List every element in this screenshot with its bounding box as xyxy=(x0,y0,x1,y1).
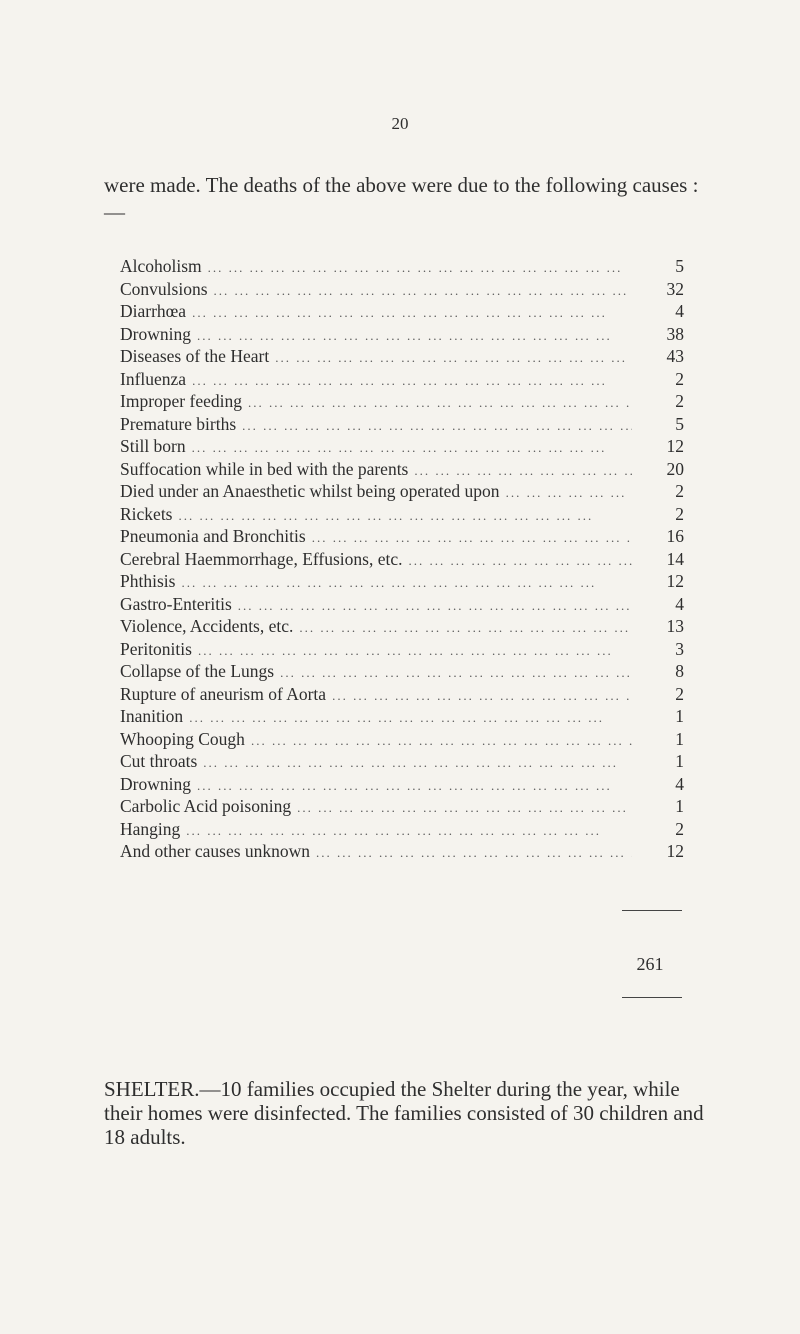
cause-row xyxy=(120,323,692,346)
cause-label: Influenza xyxy=(120,368,187,389)
dot-leader xyxy=(192,437,632,460)
cause-row xyxy=(120,255,692,278)
dot-leader xyxy=(197,325,632,348)
dot-leader xyxy=(198,640,632,663)
dot-leader xyxy=(332,685,632,708)
cause-row xyxy=(120,435,692,458)
cause-label: Diarrhœa xyxy=(120,301,187,321)
cause-count: 8 xyxy=(675,661,684,681)
cause-row xyxy=(120,728,692,751)
cause-row xyxy=(120,705,692,728)
cause-count: 13 xyxy=(666,616,684,636)
cause-count: 2 xyxy=(675,503,684,524)
cause-row xyxy=(120,480,692,503)
total-deaths: 261 xyxy=(636,954,664,974)
cause-count: 1 xyxy=(675,751,684,771)
cause-label: Whooping Cough xyxy=(120,728,245,749)
cause-label: Hanging xyxy=(120,818,181,839)
cause-row xyxy=(120,345,692,368)
shelter-paragraph: SHELTER.—10 families occupied the Shelter during the year, while their homes were disinfected. The families consisted of 30 children and 18 adults. xyxy=(104,1077,704,1149)
total-rule-bottom xyxy=(622,997,682,998)
cause-row xyxy=(120,683,692,706)
cause-count: 2 xyxy=(675,481,684,501)
cause-row xyxy=(120,278,692,301)
cause-label: Gastro-Enteritis xyxy=(120,593,232,614)
cause-row xyxy=(120,795,692,818)
cause-label: Improper feeding xyxy=(120,391,242,411)
cause-count: 5 xyxy=(675,413,684,434)
cause-label: Alcoholism xyxy=(120,256,202,276)
cause-count: 16 xyxy=(666,526,684,546)
dot-leader xyxy=(181,572,632,595)
cause-count: 2 xyxy=(675,818,684,839)
cause-count: 32 xyxy=(666,278,684,299)
dot-leader xyxy=(189,707,632,730)
cause-count: 12 xyxy=(666,436,684,456)
dot-leader xyxy=(297,797,632,820)
cause-count: 4 xyxy=(675,773,684,794)
cause-row xyxy=(120,548,692,571)
page-number: 20 xyxy=(391,114,409,133)
cause-row xyxy=(120,750,692,773)
dot-leader xyxy=(414,460,632,483)
cause-count: 4 xyxy=(675,593,684,614)
cause-row xyxy=(120,660,692,683)
cause-label: Premature births xyxy=(120,413,237,434)
cause-row xyxy=(120,818,692,841)
dot-leader xyxy=(248,392,632,415)
dot-leader xyxy=(251,730,632,753)
dot-leader xyxy=(242,415,632,438)
cause-count: 1 xyxy=(675,728,684,749)
cause-label: And other causes unknown xyxy=(120,841,311,861)
dot-leader xyxy=(203,752,632,775)
dot-leader xyxy=(179,505,633,528)
cause-count: 5 xyxy=(675,256,684,276)
cause-label: Drowning xyxy=(120,773,191,794)
dot-leader xyxy=(275,347,632,370)
cause-count: 12 xyxy=(666,571,684,591)
dot-leader xyxy=(316,842,632,865)
dot-leader xyxy=(197,775,632,798)
cause-label: Pneumonia and Bronchitis xyxy=(120,526,306,546)
cause-label: Still born xyxy=(120,436,186,456)
cause-count: 43 xyxy=(666,346,684,366)
dot-leader xyxy=(409,550,633,573)
cause-count: 2 xyxy=(675,683,684,704)
cause-count: 2 xyxy=(675,391,684,411)
cause-label: Diseases of the Heart xyxy=(120,346,270,366)
cause-row xyxy=(120,503,692,526)
cause-row xyxy=(120,773,692,796)
cause-label: Rickets xyxy=(120,503,173,524)
cause-row xyxy=(120,368,692,391)
cause-count: 1 xyxy=(675,706,684,726)
cause-row xyxy=(120,390,692,413)
cause-label: Carbolic Acid poisoning xyxy=(120,796,292,816)
cause-count: 1 xyxy=(675,796,684,816)
cause-label: Suffocation while in bed with the parents xyxy=(120,458,409,479)
total-rule-top xyxy=(622,910,682,911)
cause-count: 3 xyxy=(675,638,684,659)
dot-leader xyxy=(192,370,632,393)
cause-label: Phthisis xyxy=(120,571,176,591)
cause-count: 14 xyxy=(666,548,684,569)
cause-row xyxy=(120,570,692,593)
cause-label: Violence, Accidents, etc. xyxy=(120,616,294,636)
dot-leader xyxy=(186,820,632,843)
cause-label: Cut throats xyxy=(120,751,198,771)
dot-leader xyxy=(214,280,632,303)
cause-label: Drowning xyxy=(120,323,191,344)
cause-row xyxy=(120,458,692,481)
cause-label: Convulsions xyxy=(120,278,208,299)
cause-label: Rupture of aneurism of Aorta xyxy=(120,683,327,704)
cause-label: Died under an Anaesthetic whilst being operated upon xyxy=(120,481,500,501)
cause-label: Inanition xyxy=(120,706,184,726)
cause-count: 20 xyxy=(666,458,684,479)
cause-row xyxy=(120,615,692,638)
dot-leader xyxy=(312,527,632,550)
cause-row xyxy=(120,413,692,436)
cause-count: 4 xyxy=(675,301,684,321)
cause-label: Collapse of the Lungs xyxy=(120,661,275,681)
cause-row xyxy=(120,840,692,863)
cause-count: 2 xyxy=(675,368,684,389)
cause-count: 12 xyxy=(666,841,684,861)
causes-list xyxy=(120,255,692,863)
dot-leader xyxy=(238,595,632,618)
dot-leader xyxy=(192,302,632,325)
dot-leader xyxy=(506,482,632,505)
cause-label: Cerebral Haemmorrhage, Effusions, etc. xyxy=(120,548,403,569)
cause-label: Peritonitis xyxy=(120,638,192,659)
cause-row xyxy=(120,525,692,548)
cause-row xyxy=(120,593,692,616)
dot-leader xyxy=(208,257,632,280)
cause-count: 38 xyxy=(666,323,684,344)
dot-leader xyxy=(280,662,632,685)
intro-paragraph: were made. The deaths of the above were due to the following causes : — xyxy=(104,173,699,224)
cause-row xyxy=(120,638,692,661)
cause-row xyxy=(120,300,692,323)
dot-leader xyxy=(299,617,632,640)
